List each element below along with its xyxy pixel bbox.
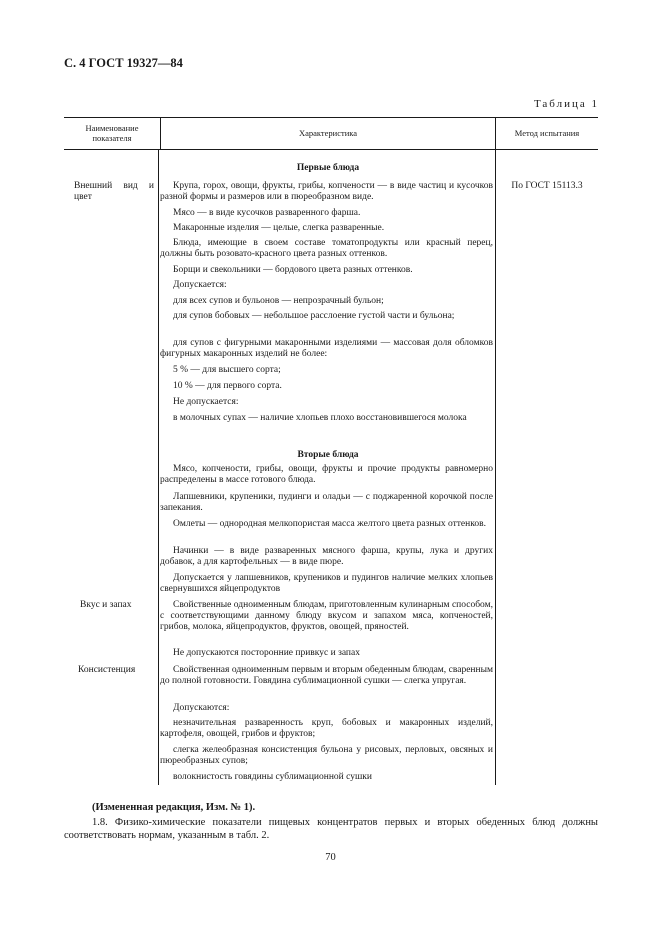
paragraph: для всех супов и бульонов — непрозрачный бульон; (173, 296, 384, 306)
paragraph: Крупа, горох, овощи, фрукты, грибы, копчености — в виде частиц и кусочков разной формы и размеров или в пюреобразном виде. (160, 181, 493, 203)
page-header: С. 4 ГОСТ 19327—84 (64, 56, 183, 70)
paragraph: Свойственная одноименным первым и вторым обеденным блюдам, сваренным до полной готовности. Говядина сублимационной сушки — слегка упругая. (160, 665, 493, 687)
paragraph: слегка желеобразная консистенция бульона у рисовых, перловых, овсяных и пюреобразных супов; (160, 745, 493, 767)
paragraph-1-8: 1.8. Физико-химические показатели пищевых концентратов первых и вторых обеденных блюд должны соответствовать нормам, указанным в табл. 2. (64, 817, 598, 841)
characteristic-left-border (158, 149, 159, 785)
paragraph: Не допускаются посторонние привкус и запах (173, 648, 360, 658)
label-consistency: Консистенция (78, 665, 136, 675)
column-header-characteristic: Характеристика (298, 128, 358, 138)
paragraph: Омлеты — однородная мелкопористая масса желтого цвета разных оттенков. (173, 519, 486, 529)
paragraph: для супов бобовых — небольшое расслоение густой части и бульона; (173, 311, 455, 321)
edition-note: (Измененная редакция, Изм. № 1). (92, 802, 256, 813)
label-appearance-line1: Внешний вид и (74, 181, 154, 191)
section-second-courses: Вторые блюда (297, 450, 359, 460)
paragraph: Допускается: (173, 280, 227, 290)
paragraph: Свойственные одноименным блюдам, приготовленным кулинарным способом, с соответствующими данному блюду вкусом и запахом мяса, копченостей, грибов, молока, яйцепродуктов, фруктов, овощей, пряностей. (160, 600, 493, 633)
paragraph: волокнистость говядины сублимационной сушки (173, 772, 372, 782)
paragraph: Начинки — в виде разваренных мясного фарша, крупы, лука и других добавок, а для картофельных — в виде пюре. (160, 546, 493, 568)
header-bottom-border (64, 149, 598, 150)
column-header-name-line2: показателя (92, 133, 132, 143)
table-top-border (64, 117, 598, 118)
label-appearance-line2: цвет (74, 192, 92, 203)
paragraph: Мясо, копчености, грибы, овощи, фрукты и прочие продукты равномерно распределены в массе готового блюда. (160, 464, 493, 486)
paragraph: Борщи и свекольники — бордового цвета разных оттенков. (173, 265, 413, 275)
column-header-name (64, 123, 160, 143)
column-header-name-line1: Наименование (85, 123, 139, 133)
method-value: По ГОСТ 15113.3 (511, 181, 583, 191)
paragraph: Мясо — в виде кусочков разваренного фарша. (173, 208, 361, 218)
paragraph: в молочных супах — наличие хлопьев плохо восстановившегося молока (173, 413, 467, 423)
column-divider-2 (495, 117, 496, 785)
paragraph: Не допускается: (173, 397, 239, 407)
table-caption: Таблица 1 (533, 98, 599, 110)
paragraph: Блюда, имеющие в своем составе томатопродукты или красный перец, должны быть розовато-красного цвета разных оттенков. (160, 238, 493, 260)
label-taste: Вкус и запах (80, 600, 132, 610)
paragraph: Допускается у лапшевников, крупеников и пудингов наличие мелких хлопьев свернувшихся яйцепродуктов (160, 573, 493, 595)
page-number: 70 (325, 852, 336, 863)
section-first-courses: Первые блюда (296, 163, 360, 173)
paragraph: Допускаются: (173, 703, 230, 713)
paragraph: для супов с фигурными макаронными изделиями — массовая доля обломков фигурных макаронных изделий не более: (160, 338, 493, 360)
column-header-method: Метод испытания (514, 128, 580, 138)
paragraph: 10 % — для первого сорта. (173, 381, 282, 391)
paragraph: Лапшевники, крупеники, пудинги и оладьи — с поджаренной корочкой после запекания. (160, 492, 493, 514)
paragraph: незначительная разваренность круп, бобовых и макаронных изделий, картофеля, овощей, грибов и фруктов; (160, 718, 493, 740)
label-appearance (74, 181, 154, 203)
paragraph: 5 % — для высшего сорта; (173, 365, 281, 375)
paragraph: Макаронные изделия — целые, слегка разваренные. (173, 223, 385, 233)
